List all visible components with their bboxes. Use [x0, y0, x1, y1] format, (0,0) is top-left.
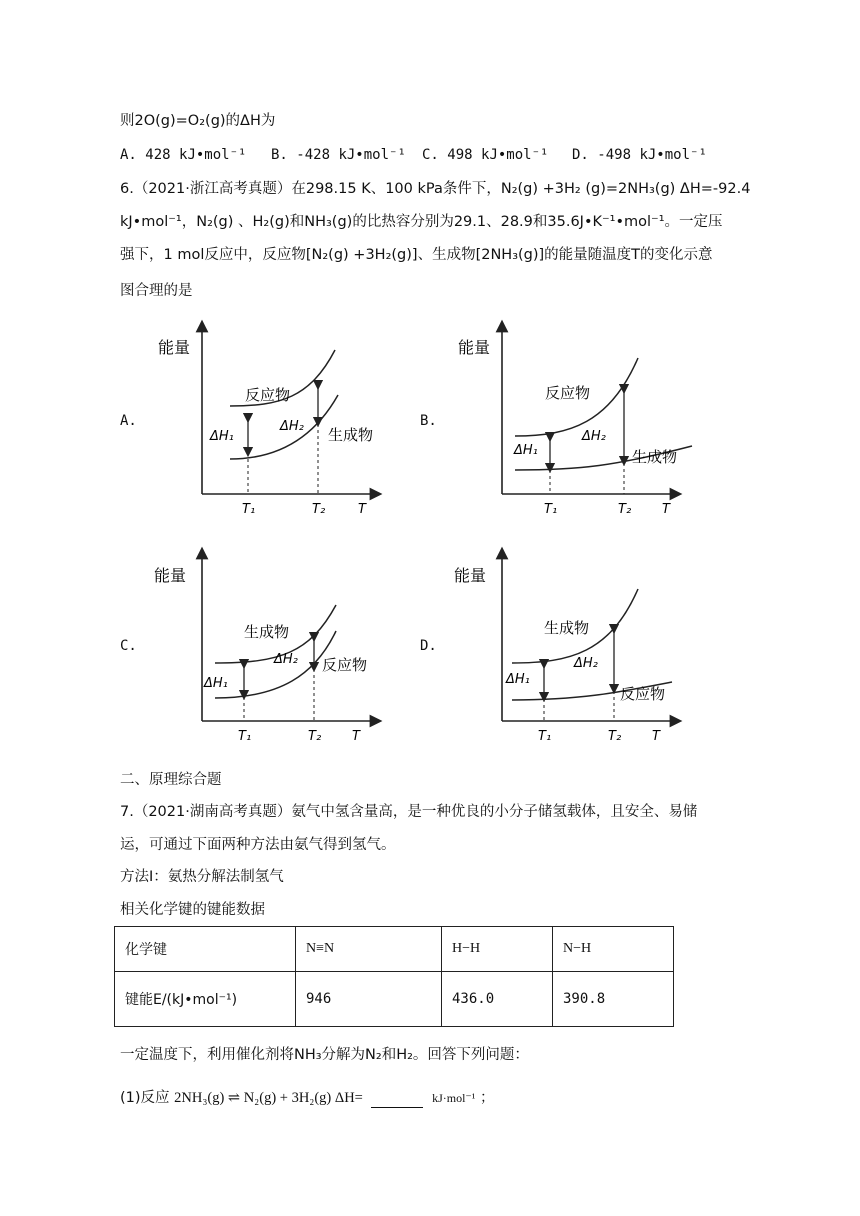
lower-curve-label: 生成物 — [632, 448, 678, 466]
delta-h2-label: ΔH₂ — [582, 429, 606, 444]
q7-conditions: 一定温度下，利用催化剂将NH₃分解为N₂和H₂。回答下列问题： — [120, 1047, 529, 1063]
upper-curve-label: 反应物 — [545, 384, 591, 402]
q6-line-4: 图合理的是 — [120, 283, 193, 299]
energy-diagram-a — [140, 318, 400, 518]
table-row-label: 键能E/(kJ•mol⁻¹) — [115, 972, 296, 1027]
upper-curve-label: 反应物 — [245, 386, 291, 404]
q6-line-1: 6.（2021·浙江高考真题）在298.15 K、100 kPa条件下，N₂(g) +3H₂ (g)=2NH₃(g) ΔH=-92.4 — [120, 181, 751, 197]
t-axis-label: T — [662, 502, 670, 517]
table-row — [115, 972, 674, 1027]
delta-h2-label: ΔH₂ — [574, 656, 598, 671]
energy-diagram-d — [440, 545, 700, 745]
q7-sub-1-prefix: (1)反应 — [120, 1090, 170, 1106]
delta-h1-label: ΔH₁ — [204, 676, 228, 691]
t1-tick-label: T₁ — [242, 502, 256, 517]
q6-line-2: kJ•mol⁻¹，N₂(g) 、H₂(g)和NH₃(g)的比热容分别为29.1、28.9和35.6J•K⁻¹•mol⁻¹。一定压 — [120, 214, 723, 230]
t2-tick-label: T₂ — [608, 729, 622, 744]
table-cell: 436.0 — [442, 972, 553, 1027]
t-axis-label: T — [652, 729, 660, 744]
delta-h2-label: ΔH₂ — [274, 652, 298, 667]
delta-h1-label: ΔH₁ — [514, 443, 538, 458]
bond-energy-table — [114, 926, 674, 1027]
q5-option-b: B. -428 kJ•mol⁻¹ — [271, 147, 406, 163]
answer-blank[interactable] — [371, 1093, 423, 1108]
q7-sub-1-unit: kJ·mol⁻¹ — [432, 1091, 476, 1105]
y-axis-label: 能量 — [158, 338, 191, 357]
q7-line-2: 运，可通过下面两种方法由氨气得到氢气。 — [120, 837, 396, 853]
delta-h2-label: ΔH₂ — [280, 419, 304, 434]
t2-tick-label: T₂ — [308, 729, 322, 744]
t1-tick-label: T₁ — [544, 502, 558, 517]
y-axis-label: 能量 — [458, 338, 491, 357]
t1-tick-label: T₁ — [238, 729, 252, 744]
table-cell: 390.8 — [553, 972, 674, 1027]
table-header-cell: N−H — [553, 927, 674, 972]
upper-curve-label: 生成物 — [544, 619, 590, 637]
table-header-cell: 化学键 — [115, 927, 296, 972]
q7-line-1: 7.（2021·湖南高考真题）氨气中氢含量高，是一种优良的小分子储氢载体，且安全、易储 — [120, 804, 698, 820]
q7-sub-1-end: ； — [479, 1090, 495, 1106]
table-row — [115, 927, 674, 972]
graph-option-c-label: C. — [120, 638, 137, 654]
lower-curve-label: 生成物 — [328, 426, 374, 444]
graph-option-d-label: D. — [420, 638, 437, 654]
q7-method-1: 方法I：氨热分解法制氢气 — [120, 869, 284, 885]
y-axis-label: 能量 — [454, 566, 487, 585]
q5-option-a: A. 428 kJ•mol⁻¹ — [120, 147, 247, 163]
bond-table-caption: 相关化学键的键能数据 — [120, 902, 265, 918]
y-axis-label: 能量 — [154, 566, 187, 585]
t1-tick-label: T₁ — [538, 729, 552, 744]
intro-line: 则2O(g)=O₂(g)的ΔH为 — [120, 113, 276, 129]
table-header-cell: N≡N — [296, 927, 442, 972]
q5-option-d: D. -498 kJ•mol⁻¹ — [572, 147, 707, 163]
q5-option-c: C. 498 kJ•mol⁻¹ — [422, 147, 549, 163]
section-2-title: 二、原理综合题 — [120, 772, 222, 788]
lower-curve-label: 反应物 — [322, 656, 368, 674]
q7-sub-1 — [120, 1088, 494, 1108]
table-cell: 946 — [296, 972, 442, 1027]
energy-diagram-c — [140, 545, 400, 745]
graph-option-a-label: A. — [120, 413, 137, 429]
energy-diagram-b — [440, 318, 700, 518]
t-axis-label: T — [358, 502, 366, 517]
upper-curve-label: 生成物 — [244, 623, 290, 641]
delta-h1-label: ΔH₁ — [210, 429, 234, 444]
table-header-cell: H−H — [442, 927, 553, 972]
q7-sub-1-equation: 2NH₃(g) ⇌ N₂(g) + 3H₂(g) ΔH= — [174, 1090, 363, 1106]
graph-option-b-label: B. — [420, 413, 437, 429]
t2-tick-label: T₂ — [618, 502, 632, 517]
t-axis-label: T — [352, 729, 360, 744]
q6-line-3: 强下，1 mol反应中，反应物[N₂(g) +3H₂(g)]、生成物[2NH₃(g)]的能量随温度T的变化示意 — [120, 247, 713, 263]
lower-curve-label: 反应物 — [620, 685, 666, 703]
delta-h1-label: ΔH₁ — [506, 672, 530, 687]
t2-tick-label: T₂ — [312, 502, 326, 517]
